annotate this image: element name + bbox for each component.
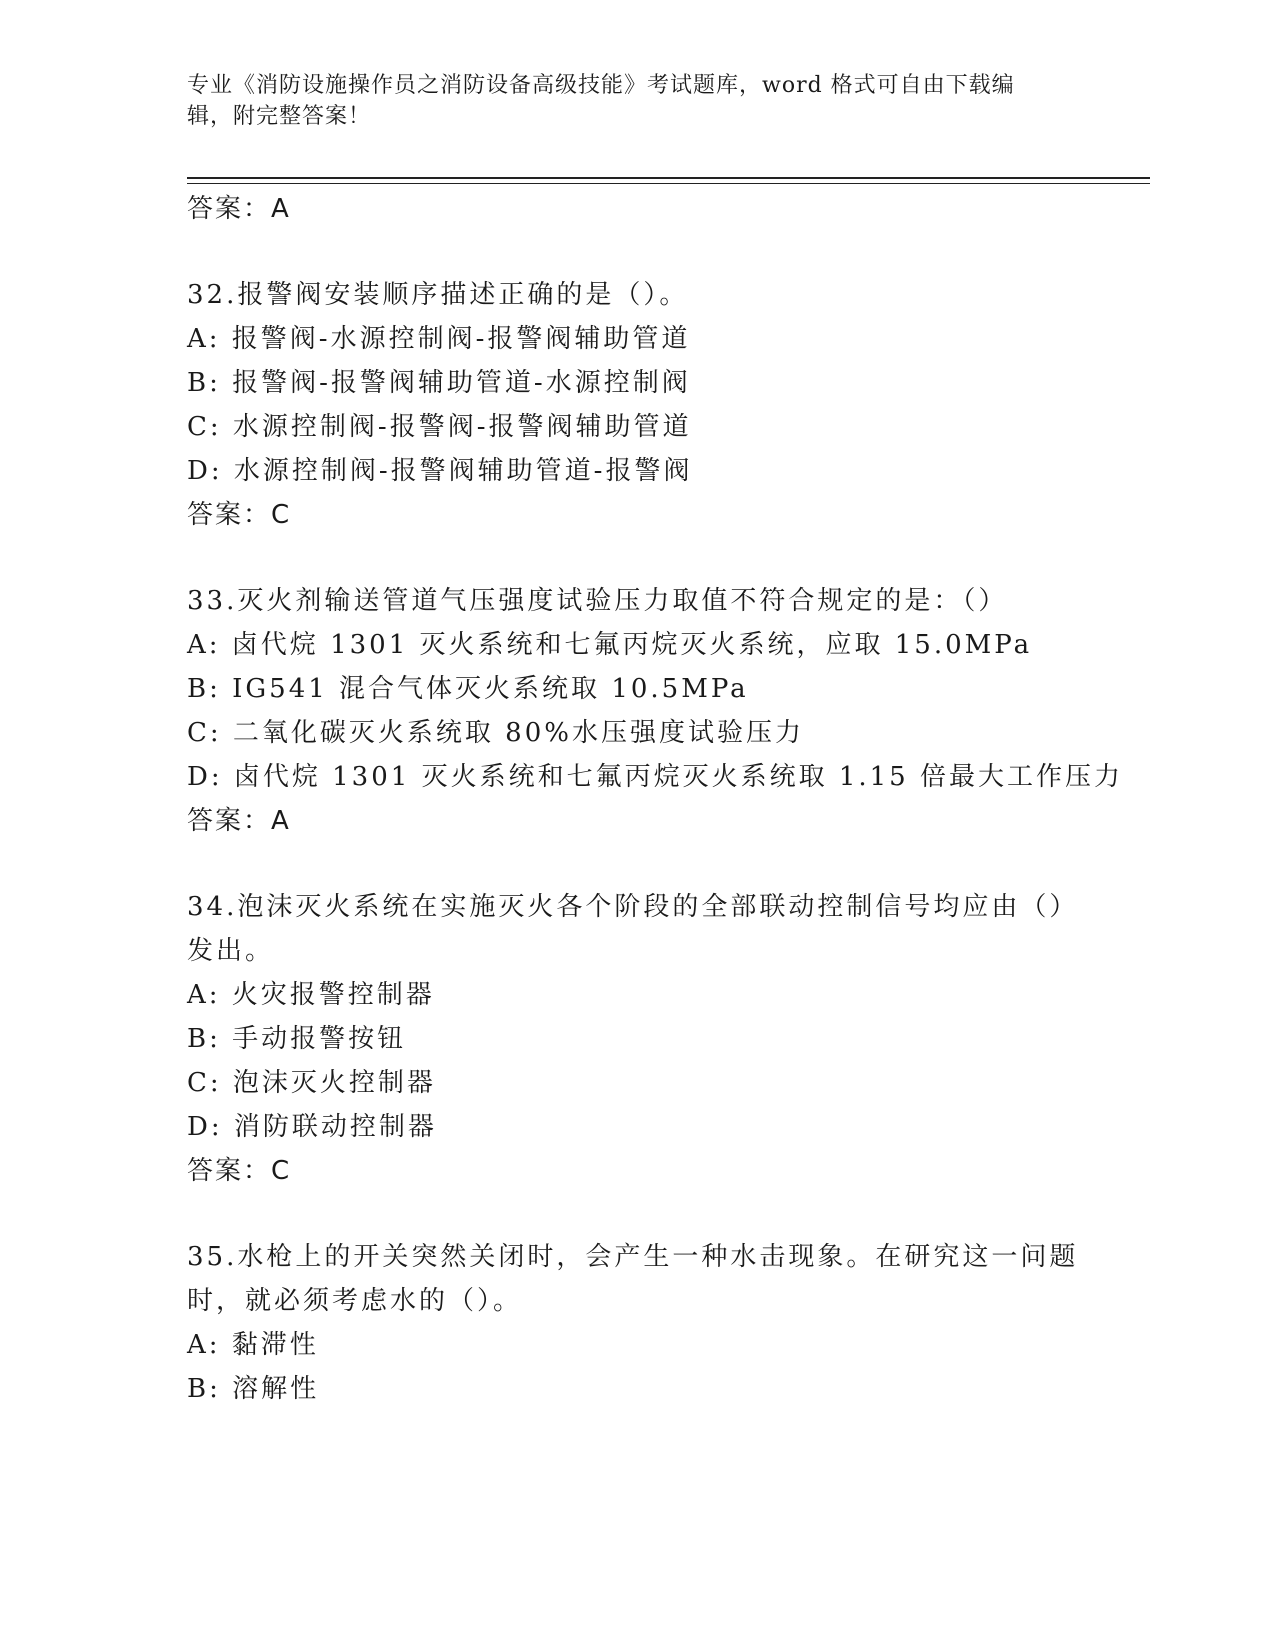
question-33-option-d: D: 卤代烷 1301 灭火系统和七氟丙烷灭火系统取 1.15 倍最大工作压力 bbox=[187, 762, 1123, 792]
question-34-option-a: A: 火灾报警控制器 bbox=[187, 980, 435, 1010]
question-32-stem: 32.报警阀安装顺序描述正确的是（）。 bbox=[187, 280, 689, 310]
question-34-option-b: B: 手动报警按钮 bbox=[187, 1024, 407, 1054]
header-line-2: 辑，附完整答案！ bbox=[187, 104, 372, 129]
question-32-option-a: A: 报警阀-水源控制阀-报警阀辅助管道 bbox=[187, 324, 691, 354]
question-32-option-b: B: 报警阀-报警阀辅助管道-水源控制阀 bbox=[187, 368, 691, 398]
question-35-option-a: A: 黏滞性 bbox=[187, 1330, 319, 1360]
question-33-answer: 答案：A bbox=[187, 806, 291, 836]
question-33-option-b: B: IG541 混合气体灭火系统取 10.5MPa bbox=[187, 674, 749, 704]
question-33-option-c: C: 二氧化碳灭火系统取 80%水压强度试验压力 bbox=[187, 718, 804, 748]
question-35-option-b: B: 溶解性 bbox=[187, 1374, 320, 1404]
question-32-answer: 答案：C bbox=[187, 500, 292, 530]
question-32-option-d: D: 水源控制阀-报警阀辅助管道-报警阀 bbox=[187, 456, 693, 486]
question-32-option-c: C: 水源控制阀-报警阀-报警阀辅助管道 bbox=[187, 412, 692, 442]
question-34-option-d: D: 消防联动控制器 bbox=[187, 1112, 437, 1142]
question-34-stem-line-2: 发出。 bbox=[187, 936, 275, 966]
question-33-option-a: A: 卤代烷 1301 灭火系统和七氟丙烷灭火系统，应取 15.0MPa bbox=[187, 630, 1033, 660]
header-rule-thick bbox=[187, 177, 1150, 179]
header-rule-thin bbox=[187, 183, 1150, 184]
document-header bbox=[187, 70, 1067, 132]
question-35-stem-line-1: 35.水枪上的开关突然关闭时，会产生一种水击现象。在研究这一问题 bbox=[187, 1242, 1079, 1272]
question-34-option-c: C: 泡沫灭火控制器 bbox=[187, 1068, 436, 1098]
header-line-1: 专业《消防设施操作员之消防设备高级技能》考试题库，word 格式可自由下载编 bbox=[187, 73, 1015, 98]
answer-line: 答案：A bbox=[187, 194, 291, 224]
question-34-stem-line-1: 34.泡沫灭火系统在实施灭火各个阶段的全部联动控制信号均应由（） bbox=[187, 892, 1079, 922]
question-33-stem: 33.灭火剂输送管道气压强度试验压力取值不符合规定的是：（） bbox=[187, 586, 1008, 616]
question-35-stem-line-2: 时，就必须考虑水的（）。 bbox=[187, 1286, 523, 1316]
question-34-answer: 答案：C bbox=[187, 1156, 292, 1186]
